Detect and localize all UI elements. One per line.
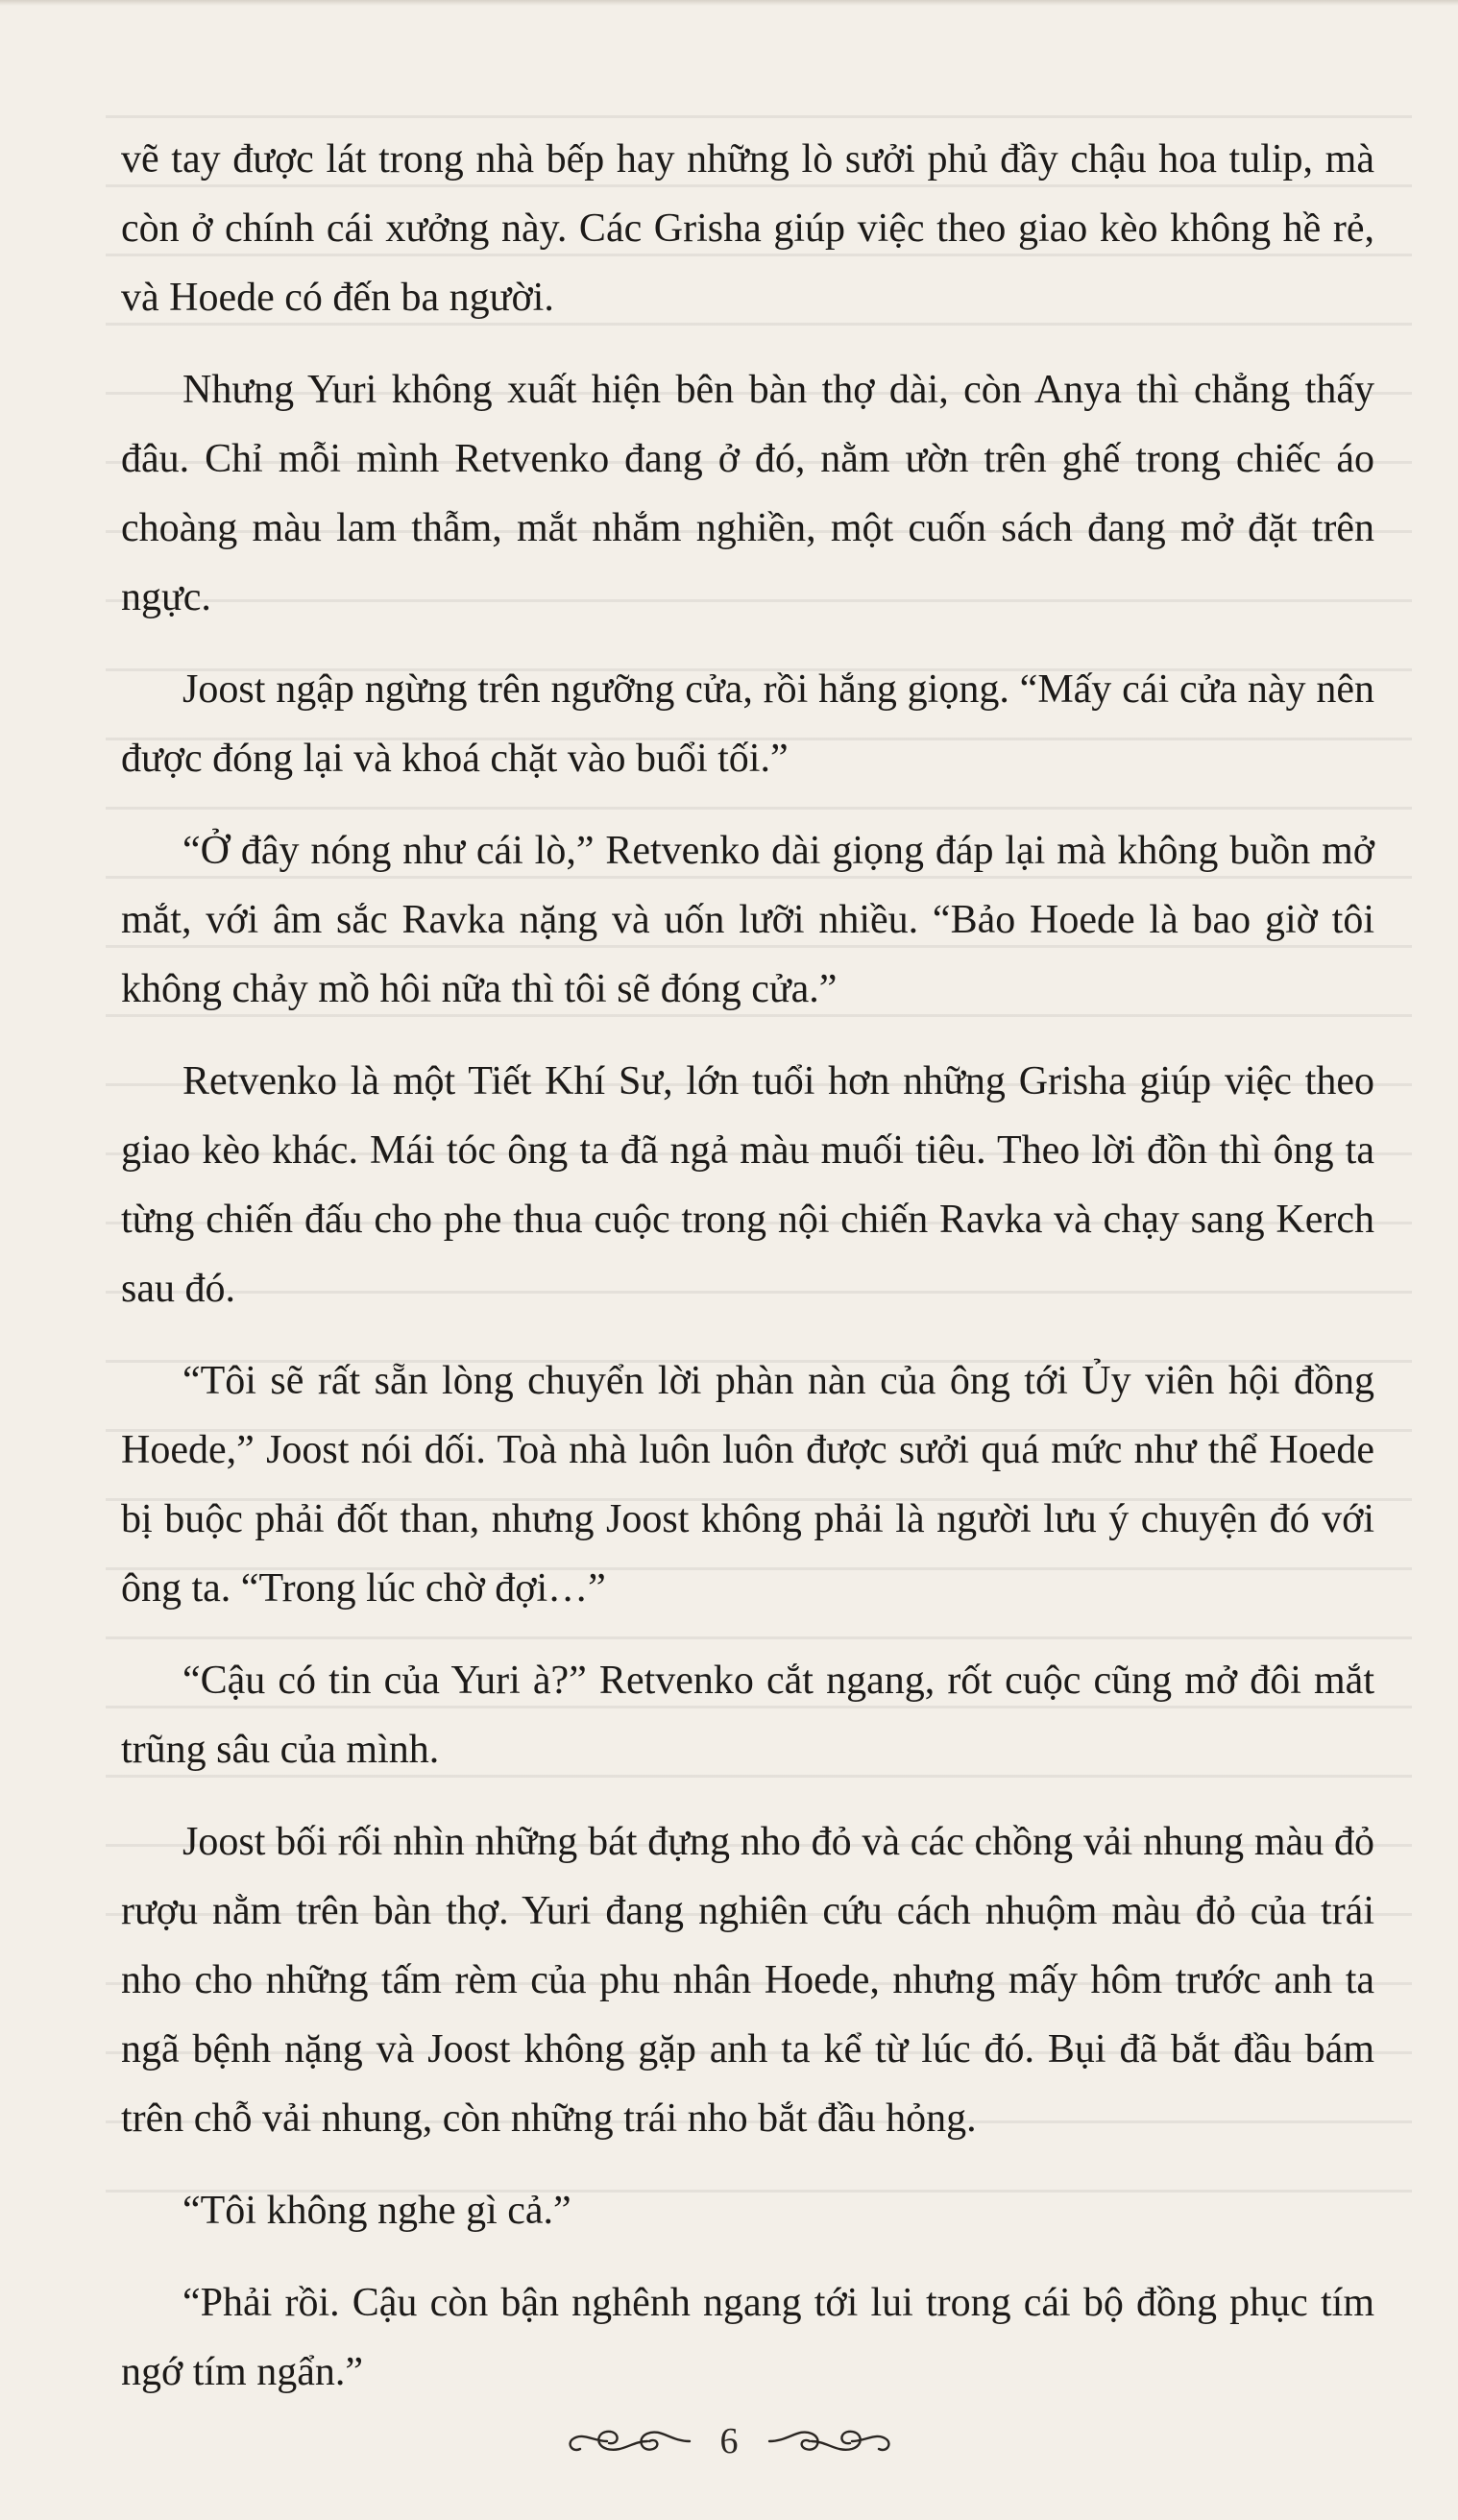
- page-top-edge: [0, 0, 1458, 6]
- paragraph-6: “Tôi sẽ rất sẵn lòng chuyển lời phàn nàn của ông tới Ủy viên hội đồng Hoede,” Joost nói dối. Toà nhà luôn luôn được sưởi quá mức như thể Hoede bị buộc phải đốt than, nhưng Joost không phải là người lưu ý chuyện đó với ông ta. “Trong lúc chờ đợi…”: [121, 1359, 1374, 1611]
- scroll-ornament-icon: [760, 2420, 894, 2462]
- paragraph-3: Joost ngập ngừng trên ngưỡng cửa, rồi hắng giọng. “Mấy cái cửa này nên được đóng lại và khoá chặt vào buổi tối.”: [121, 667, 1374, 781]
- paragraph-5: Retvenko là một Tiết Khí Sư, lớn tuổi hơn những Grisha giúp việc theo giao kèo khác. Mái tóc ông ta đã ngả màu muối tiêu. Theo lời đồn thì ông ta từng chiến đấu cho phe thua cuộc trong nội chiến Ravka và chạy sang Kerch sau đó.: [121, 1059, 1374, 1311]
- scroll-ornament-icon: [565, 2420, 699, 2462]
- paragraph-1: vẽ tay được lát trong nhà bếp hay những lò sưởi phủ đầy chậu hoa tulip, mà còn ở chính cái xưởng này. Các Grisha giúp việc theo giao kèo không hề rẻ, và Hoede có đến ba người.: [121, 137, 1374, 320]
- page-folio: [0, 2420, 1458, 2462]
- paragraph-2: Nhưng Yuri không xuất hiện bên bàn thợ dài, còn Anya thì chẳng thấy đâu. Chỉ mỗi mình Retvenko đang ở đó, nằm ườn trên ghế trong chiếc áo choàng màu lam thẫm, mắt nhắm nghiền, một cuốn sách đang mở đặt trên ngực.: [121, 368, 1374, 619]
- paragraph-9: “Tôi không nghe gì cả.”: [182, 2189, 571, 2233]
- paragraph-8: Joost bối rối nhìn những bát đựng nho đỏ và các chồng vải nhung màu đỏ rượu nằm trên bàn thợ. Yuri đang nghiên cứu cách nhuộm màu đỏ của trái nho cho những tấm rèm của phu nhân Hoede, nhưng mấy hôm trước anh ta ngã bệnh nặng và Joost không gặp anh ta kể từ lúc đó. Bụi đã bắt đầu bám trên chỗ vải nhung, còn những trái nho bắt đầu hỏng.: [121, 1820, 1374, 2141]
- paragraph-7: “Cậu có tin của Yuri à?” Retvenko cắt ngang, rốt cuộc cũng mở đôi mắt trũng sâu của mình.: [121, 1659, 1374, 1772]
- paragraph-10: “Phải rồi. Cậu còn bận nghênh ngang tới lui trong cái bộ đồng phục tím ngớ tím ngẩn.”: [121, 2281, 1374, 2394]
- paragraph-4: “Ở đây nóng như cái lò,” Retvenko dài giọng đáp lại mà không buồn mở mắt, với âm sắc Ravka nặng và uốn lưỡi nhiều. “Bảo Hoede là bao giờ tôi không chảy mồ hôi nữa thì tôi sẽ đóng cửa.”: [121, 829, 1374, 1011]
- page-body: [121, 125, 1374, 2430]
- page-number: 6: [719, 2421, 739, 2461]
